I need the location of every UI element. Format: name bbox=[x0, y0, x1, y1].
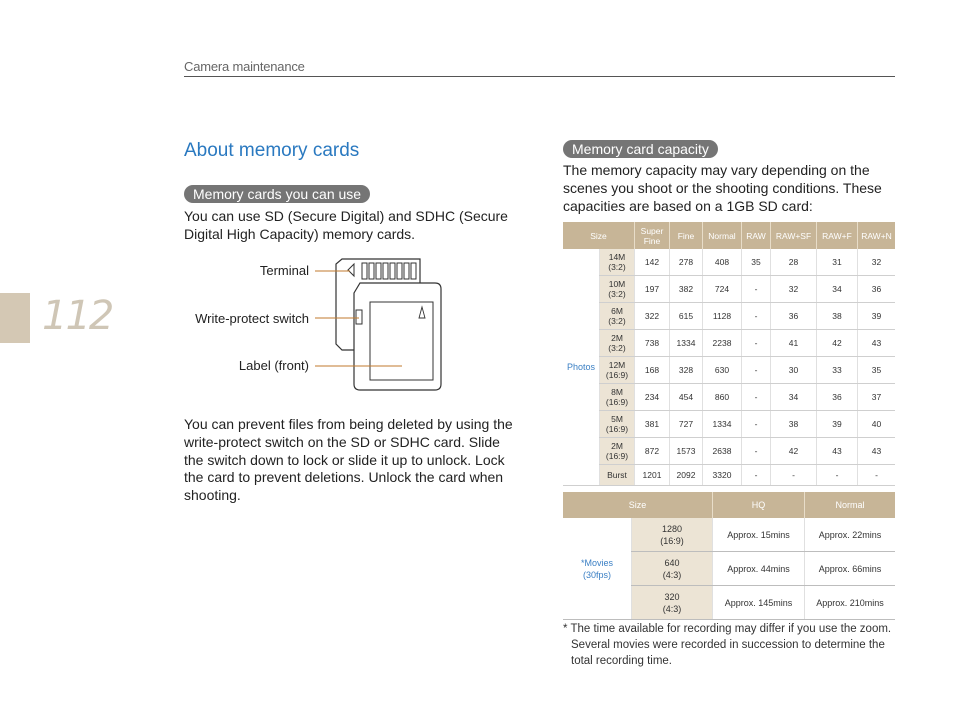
size-cell bbox=[600, 276, 635, 303]
size-aspect: (3:2) bbox=[608, 289, 626, 299]
size-resolution: 10M bbox=[608, 279, 626, 289]
table-cell: 42 bbox=[771, 438, 817, 465]
table-cell: 2638 bbox=[703, 438, 742, 465]
size-aspect: (3:2) bbox=[608, 262, 626, 272]
footnote: * The time available for recording may differ if you use the zoom. Several movies were recorded in succession to determine the total recording time. bbox=[563, 623, 892, 667]
movie-col-hq: HQ bbox=[713, 492, 805, 518]
col-raw-n: RAW+N bbox=[858, 222, 896, 249]
table-cell: - bbox=[742, 384, 771, 411]
size-resolution: 12M bbox=[608, 360, 626, 370]
table-cell: 738 bbox=[635, 330, 670, 357]
table-cell: 36 bbox=[771, 303, 817, 330]
table-cell: 381 bbox=[635, 411, 670, 438]
size-cell bbox=[632, 552, 713, 586]
col-raw-f: RAW+F bbox=[817, 222, 858, 249]
table-cell: 454 bbox=[670, 384, 703, 411]
page-tab bbox=[0, 293, 30, 343]
table-cell: 197 bbox=[635, 276, 670, 303]
table-row bbox=[563, 303, 895, 330]
label-terminal: Terminal bbox=[259, 263, 309, 278]
table-cell: 39 bbox=[858, 303, 896, 330]
table-cell: 168 bbox=[635, 357, 670, 384]
table-cell: Approx. 210mins bbox=[805, 586, 896, 620]
table-cell: 31 bbox=[817, 249, 858, 276]
table-cell: 278 bbox=[670, 249, 703, 276]
table-cell: 34 bbox=[771, 384, 817, 411]
size-cell bbox=[600, 384, 635, 411]
table-cell: 36 bbox=[858, 276, 896, 303]
table-row bbox=[563, 330, 895, 357]
table-cell: 2092 bbox=[670, 465, 703, 486]
table-cell: 35 bbox=[742, 249, 771, 276]
size-resolution: 8M bbox=[611, 387, 623, 397]
subhead-capacity: Memory card capacity bbox=[563, 140, 718, 158]
table-cell: - bbox=[742, 330, 771, 357]
size-resolution: 1280 bbox=[661, 523, 683, 534]
size-cell bbox=[600, 303, 635, 330]
table-cell: 328 bbox=[670, 357, 703, 384]
table-cell: 3320 bbox=[703, 465, 742, 486]
size-aspect: (16:9) bbox=[605, 397, 629, 407]
label-front: Label (front) bbox=[238, 358, 309, 373]
size-resolution: 2M bbox=[611, 333, 623, 343]
movie-table-header bbox=[563, 492, 895, 518]
capacity-intro: The memory capacity may vary depending on the scenes you shoot or the shooting conditions. These capacities are based on a 1GB SD card: bbox=[563, 162, 882, 214]
movie-col-normal: Normal bbox=[805, 492, 896, 518]
table-row bbox=[563, 357, 895, 384]
table-cell: 234 bbox=[635, 384, 670, 411]
size-cell bbox=[600, 330, 635, 357]
table-cell: 35 bbox=[858, 357, 896, 384]
size-aspect: (16:9) bbox=[660, 535, 684, 546]
size-aspect: (3:2) bbox=[608, 316, 626, 326]
section-title: About memory cards bbox=[184, 140, 360, 161]
photos-group-label: Photos bbox=[563, 249, 600, 486]
table-cell: 30 bbox=[771, 357, 817, 384]
table-cell: 615 bbox=[670, 303, 703, 330]
table-cell: - bbox=[742, 465, 771, 486]
table-cell: 39 bbox=[817, 411, 858, 438]
table-cell: 36 bbox=[817, 384, 858, 411]
col-size: Size bbox=[563, 222, 635, 249]
table-cell: 1201 bbox=[635, 465, 670, 486]
running-header: Camera maintenance bbox=[184, 59, 305, 74]
size-aspect: (4:3) bbox=[662, 603, 682, 614]
size-resolution: 14M bbox=[608, 252, 626, 262]
table-row bbox=[563, 411, 895, 438]
size-aspect: (4:3) bbox=[662, 569, 682, 580]
sd-card-diagram bbox=[310, 250, 450, 400]
write-protect-paragraph: You can prevent files from being deleted by using the write-protect switch on the SD or SDHC card. Slide the switch down to lock or slide it up to unlock. Lock the card to prevent deletions. Unlock the card when shooting. bbox=[184, 416, 513, 504]
table-cell: 38 bbox=[771, 411, 817, 438]
photo-table-header bbox=[563, 222, 895, 249]
table-cell: Approx. 22mins bbox=[805, 518, 896, 552]
table-row bbox=[563, 518, 895, 552]
table-cell: 408 bbox=[703, 249, 742, 276]
size-cell bbox=[600, 249, 635, 276]
subhead-memory-cards: Memory cards you can use bbox=[184, 185, 370, 203]
header-rule bbox=[184, 76, 895, 77]
table-cell: 28 bbox=[771, 249, 817, 276]
table-cell: 630 bbox=[703, 357, 742, 384]
movies-label: *Movies bbox=[580, 557, 613, 568]
size-aspect: (16:9) bbox=[605, 424, 629, 434]
table-cell: 42 bbox=[817, 330, 858, 357]
size-cell bbox=[600, 438, 635, 465]
size-aspect: (16:9) bbox=[605, 370, 629, 380]
table-cell: 41 bbox=[771, 330, 817, 357]
movies-group-label bbox=[563, 518, 632, 620]
table-row bbox=[563, 465, 895, 486]
table-cell: 1334 bbox=[670, 330, 703, 357]
table-cell: 33 bbox=[817, 357, 858, 384]
table-cell: 43 bbox=[858, 330, 896, 357]
table-cell: 724 bbox=[703, 276, 742, 303]
table-cell: - bbox=[742, 276, 771, 303]
table-cell: 37 bbox=[858, 384, 896, 411]
size-resolution: 6M bbox=[611, 306, 623, 316]
col-raw: RAW bbox=[742, 222, 771, 249]
size-resolution: Burst bbox=[607, 470, 627, 480]
table-cell: 2238 bbox=[703, 330, 742, 357]
table-cell: 860 bbox=[703, 384, 742, 411]
size-resolution: 320 bbox=[664, 591, 680, 602]
table-cell: 32 bbox=[771, 276, 817, 303]
col-raw-sf: RAW+SF bbox=[771, 222, 817, 249]
table-cell: Approx. 66mins bbox=[805, 552, 896, 586]
table-cell: Approx. 145mins bbox=[713, 586, 805, 620]
table-cell: 142 bbox=[635, 249, 670, 276]
table-cell: - bbox=[742, 438, 771, 465]
intro-paragraph: You can use SD (Secure Digital) and SDHC (Secure Digital High Capacity) memory cards. bbox=[184, 208, 508, 242]
size-resolution: 5M bbox=[611, 414, 623, 424]
table-cell: 38 bbox=[817, 303, 858, 330]
table-cell: - bbox=[742, 357, 771, 384]
table-cell: 32 bbox=[858, 249, 896, 276]
table-cell: Approx. 15mins bbox=[713, 518, 805, 552]
table-cell: 1334 bbox=[703, 411, 742, 438]
table-row bbox=[563, 438, 895, 465]
table-cell: - bbox=[817, 465, 858, 486]
table-cell: 1128 bbox=[703, 303, 742, 330]
table-cell: 382 bbox=[670, 276, 703, 303]
movies-fps-label: (30fps) bbox=[582, 569, 611, 580]
table-row bbox=[563, 249, 895, 276]
photo-capacity-table bbox=[563, 222, 895, 486]
size-cell bbox=[600, 357, 635, 384]
col-fine: Fine bbox=[670, 222, 703, 249]
col-super-fine: Super Fine bbox=[635, 222, 670, 249]
size-cell bbox=[632, 518, 713, 552]
movie-col-size: Size bbox=[563, 492, 713, 518]
table-cell: 43 bbox=[817, 438, 858, 465]
table-cell: 40 bbox=[858, 411, 896, 438]
table-row bbox=[563, 384, 895, 411]
col-normal: Normal bbox=[703, 222, 742, 249]
table-row bbox=[563, 276, 895, 303]
label-write-protect: Write-protect switch bbox=[195, 311, 309, 326]
table-cell: - bbox=[742, 411, 771, 438]
size-resolution: 2M bbox=[611, 441, 623, 451]
size-aspect: (16:9) bbox=[605, 451, 629, 461]
size-cell bbox=[600, 411, 635, 438]
size-cell bbox=[632, 586, 713, 620]
table-cell: 727 bbox=[670, 411, 703, 438]
page-number: 112 bbox=[42, 293, 113, 339]
table-cell: 872 bbox=[635, 438, 670, 465]
size-aspect: (3:2) bbox=[608, 343, 626, 353]
table-cell: - bbox=[858, 465, 896, 486]
table-cell: 1573 bbox=[670, 438, 703, 465]
table-cell: 43 bbox=[858, 438, 896, 465]
table-cell: 34 bbox=[817, 276, 858, 303]
movie-capacity-table bbox=[563, 492, 895, 620]
table-cell: Approx. 44mins bbox=[713, 552, 805, 586]
table-cell: - bbox=[742, 303, 771, 330]
size-cell bbox=[600, 465, 635, 486]
table-cell: - bbox=[771, 465, 817, 486]
table-cell: 322 bbox=[635, 303, 670, 330]
size-resolution: 640 bbox=[664, 557, 680, 568]
